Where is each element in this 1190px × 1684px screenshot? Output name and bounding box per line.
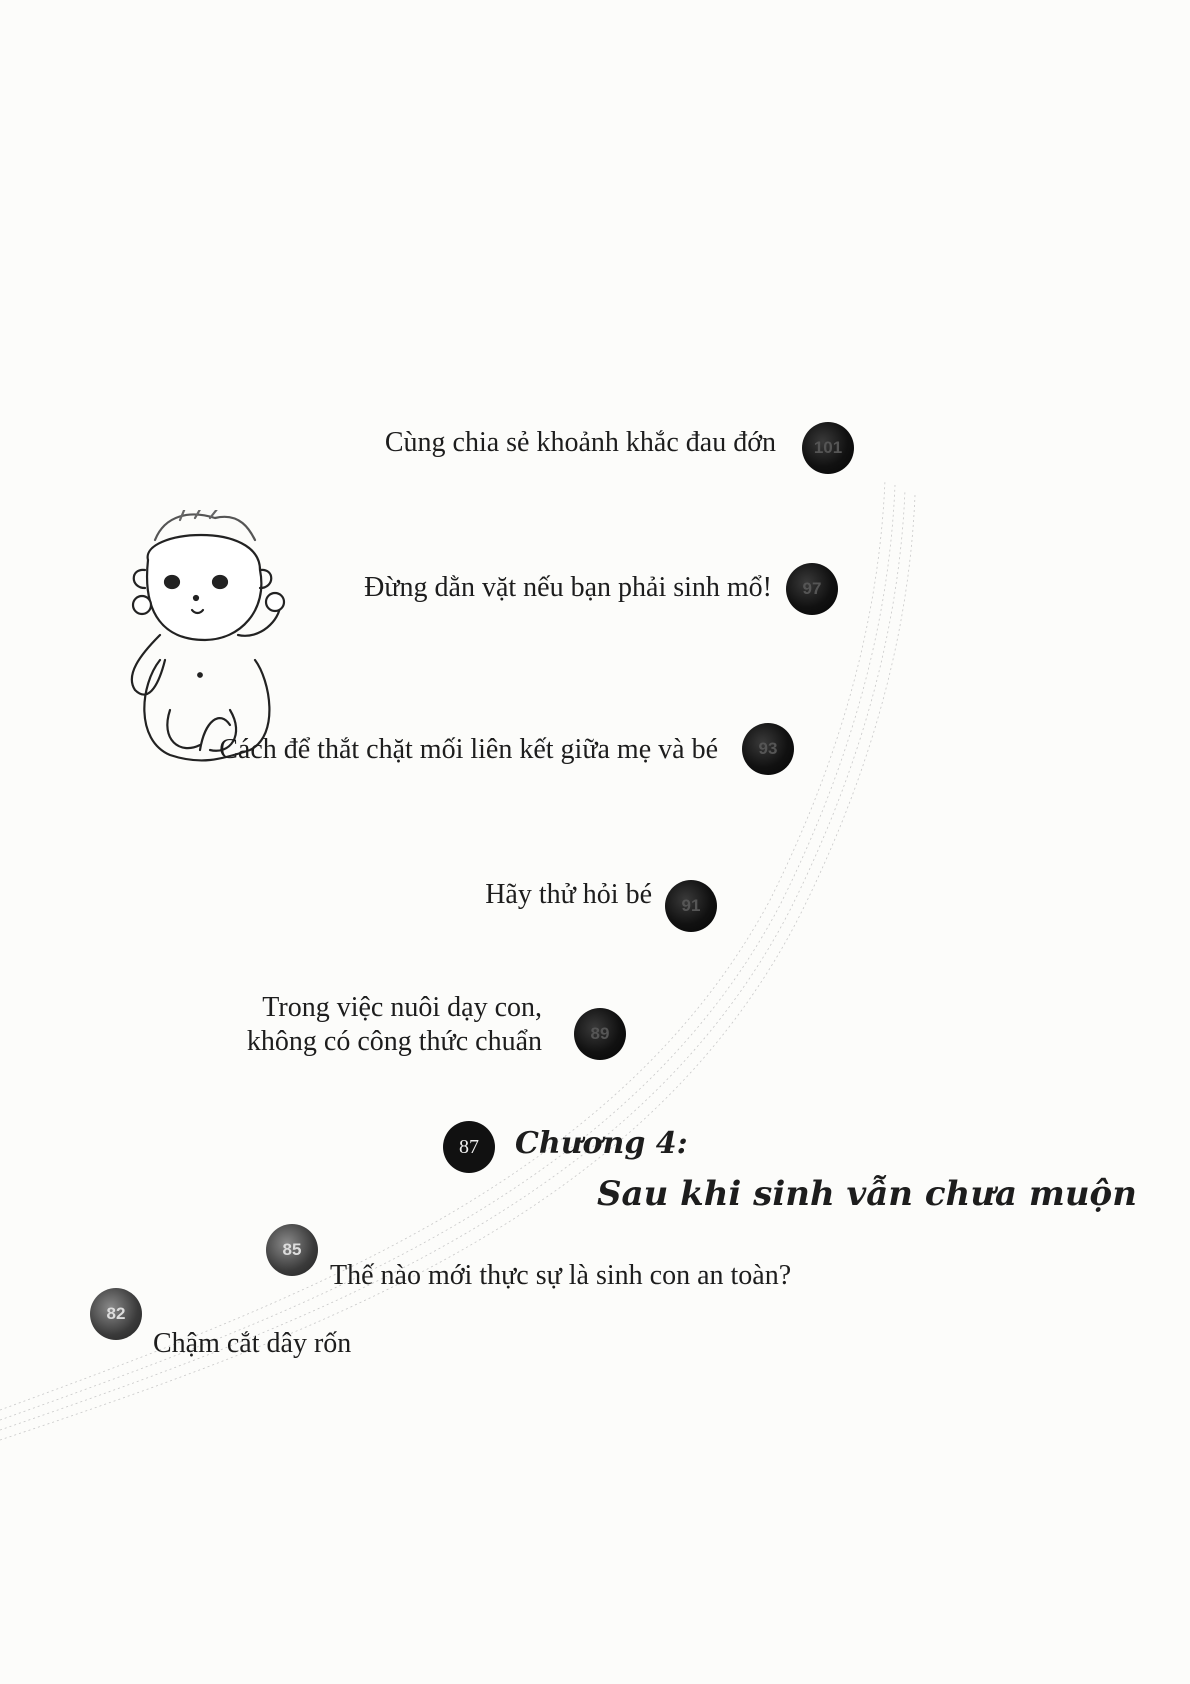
- toc-entry-title-line[interactable]: Trong việc nuôi dạy con,: [262, 992, 542, 1023]
- page-number-dot: 93: [742, 723, 794, 775]
- page-number-dot: 85: [266, 1224, 318, 1276]
- toc-entry-title[interactable]: Chậm cắt dây rốn: [153, 1328, 352, 1359]
- chapter-label[interactable]: Chương 4:: [515, 1126, 688, 1161]
- toc-entry-title[interactable]: Thế nào mới thực sự là sinh con an toàn?: [330, 1260, 792, 1291]
- toc-entry-title[interactable]: Đừng dằn vặt nếu bạn phải sinh mổ!: [364, 572, 772, 603]
- toc-entry-title[interactable]: Hãy thử hỏi bé: [485, 879, 652, 910]
- chapter-page-dot: 87: [443, 1121, 495, 1173]
- baby-illustration: [120, 510, 300, 770]
- page-number-dot: 91: [665, 880, 717, 932]
- page-number-dot: 82: [90, 1288, 142, 1340]
- page-number-dot: 89: [574, 1008, 626, 1060]
- toc-entry-title-line[interactable]: không có công thức chuẩn: [246, 1026, 542, 1057]
- toc-entry-title[interactable]: Cách để thắt chặt mối liên kết giữa mẹ và bé: [219, 734, 718, 765]
- page-number-dot: 97: [786, 563, 838, 615]
- toc-entry-title[interactable]: Cùng chia sẻ khoảnh khắc đau đớn: [384, 427, 776, 458]
- page-number-dot: 101: [802, 422, 854, 474]
- chapter-title[interactable]: Sau khi sinh vẫn chưa muộn: [597, 1174, 1137, 1214]
